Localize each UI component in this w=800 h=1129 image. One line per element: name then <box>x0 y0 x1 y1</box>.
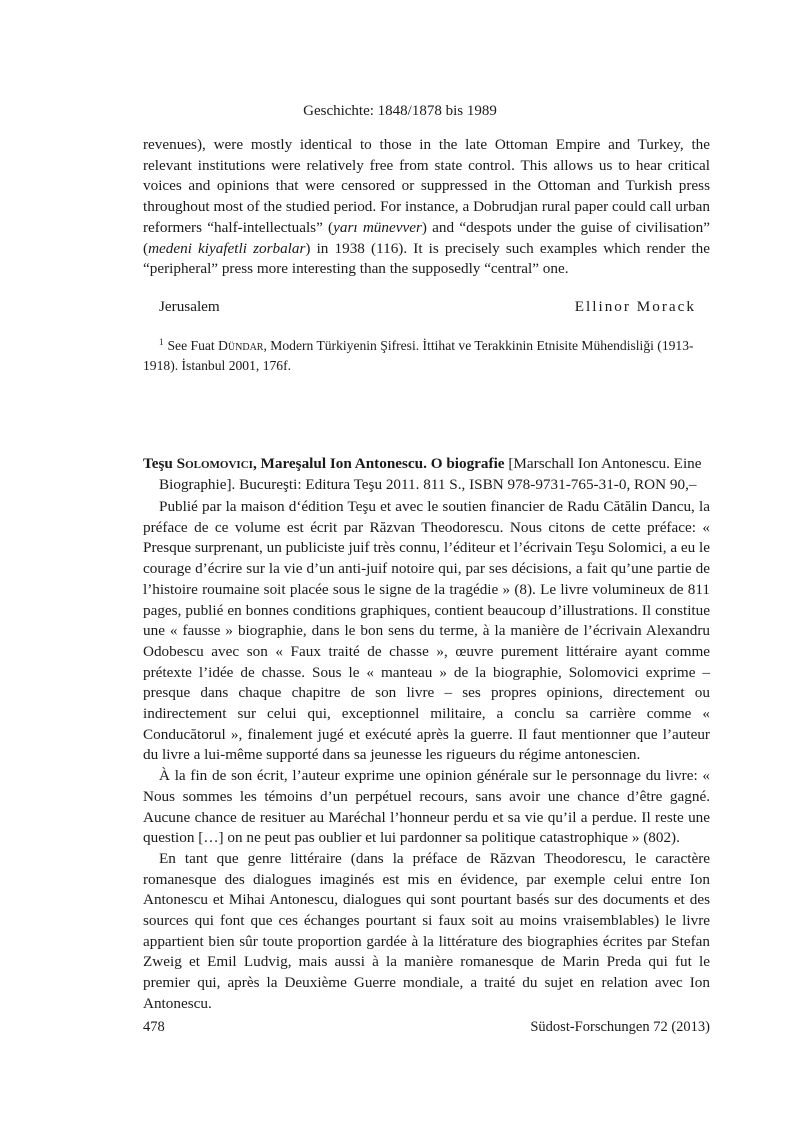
review-paragraph-2: À la fin de son écrit, l’auteur exprime une opinion générale sur le personnage du livre: « Nous sommes les témoins d’un perpétuel recours, sans avoir une chance d’être gagné. Aucune chance de resituer au Maréchal l’honneur perdu et sa vie qu’il a perdue. Il reste une question […] on ne peut pas oublier et lui pardonner sa politique catastrophique » (802). <box>143 767 710 847</box>
signature-author: Ellinor Morack <box>574 298 696 315</box>
review-author-last: Solomovici <box>176 455 253 472</box>
intro-text-part-2: ) and “despots under the guise of civilisation” ( <box>143 218 710 257</box>
intro-text-part-1: revenues), were mostly identical to those in the late Ottoman Empire and Turkey, the relevant institutions were relatively free from state control. This allows us to hear critical voices and opinions that were censored or suppressed in the Ottoman and Turkish press throughout most of the studied period. For instance, a Dobrudjan rural paper could call urban reformers “half-intellectuals” ( <box>143 136 710 236</box>
review-paragraph-1: Publié par la maison d‘édition Teşu et avec le soutien financier de Radu Cătălin Dancu, la préface de ce volume est écrit par Răzvan Theodorescu. Nous citons de cette préface: « Presque surprenant, un publiciste juif très connu, l’éditeur et l’écrivain Teşu Solomici, a eu le courage d’écrire sur la vie d’un anti-juif notoire qui, par ses décisions, a fait qu’une partie de l’histoire roumaine soit placée sous le signe de la tragédie » (8). Le livre volumineux de 811 pages, publié en bonnes conditions graphiques, contient beaucoup d’illustrations. Il constitue une « fausse » biographie, dans le bon sens du terme, à la manière de l’écrivain Alexandru Odobescu avec son « Faux traité de chasse », œuvre purement littéraire ayant comme prétexte l’idée de chasse. Sous le « manteau » de la biographie, Solomovici exprime – presque dans chaque chapitre de son livre – ses propres opinions, directement ou indirectement sur celui qui, exceptionnel militaire, a conclu sa carrière comme « Conducătorul », finalement jugé et exécuté après la guerre. Il faut mentionner que l’auteur du livre a lui-même supporté dans sa jeunesse les rigueurs du régime antonescien. <box>143 498 710 764</box>
review-translation-1: [Marschall Ion Antonescu. Eine <box>504 455 702 472</box>
review-translation-2: Biographie]. Bucureşti: Editura Teşu 2011. 811 S., ISBN 978-9731-765-31-0, RON 90,– <box>159 476 697 493</box>
review-paragraph-3: En tant que genre littéraire (dans la préface de Răzvan Theodorescu, le caractère romanesque des dialogues imaginés est mis en évidence, par exemple celui entre Ion Antonescu et Mihai Antonescu, dialogues qui sont pourtant basés sur des documents et des sources qui font que ces échanges pourtant si faux soit au moins vraisemblables) le livre appartient bien sûr toute proportion gardée à la littérature des biographies écrites par Stefan Zweig et Emil Ludvig, mais aussi à la manière romanesque de Marin Preda qui fut le premier qui, après la Deuxième Guerre mondiale, a traité du sujet en relation avec Ion Antonescu. <box>143 849 710 1012</box>
page-number: 478 <box>143 1019 165 1035</box>
footnote-marker: 1 <box>159 337 164 347</box>
review-author-first: Teşu <box>143 455 177 472</box>
review-book-title: , Mareşalul Ion Antonescu. O biografie <box>252 455 505 472</box>
review-body <box>143 497 710 1015</box>
intro-paragraph <box>143 135 710 280</box>
running-head: Geschichte: 1848/1878 bis 1989 <box>303 103 497 119</box>
review-signature <box>143 296 710 318</box>
footnote-text-before: See Fuat <box>167 338 219 353</box>
intro-paragraph-text <box>143 135 710 280</box>
intro-text-part-3: ) in 1938 (116). It is precisely such examples which render the “peripheral” press more interesting than the supposedly “central” one. <box>143 239 710 278</box>
footnote-surname: Dündar <box>218 338 264 353</box>
review-heading <box>143 453 710 495</box>
intro-italic-term-1: yarı münevver <box>333 218 422 236</box>
intro-italic-term-2: medeni kiyafetli zorbalar <box>148 239 306 257</box>
signature-place: Jerusalem <box>159 298 220 315</box>
footnote <box>143 332 710 376</box>
footnote-text-after: , Modern Türkiyenin Şifresi. İttihat ve Terakkinin Etnisite Mühendisliği (1913-1918). İstanbul 2001, 176f. <box>143 338 694 373</box>
journal-footer: Südost-Forschungen 72 (2013) <box>530 1019 710 1035</box>
review-heading-line-1 <box>143 453 710 474</box>
